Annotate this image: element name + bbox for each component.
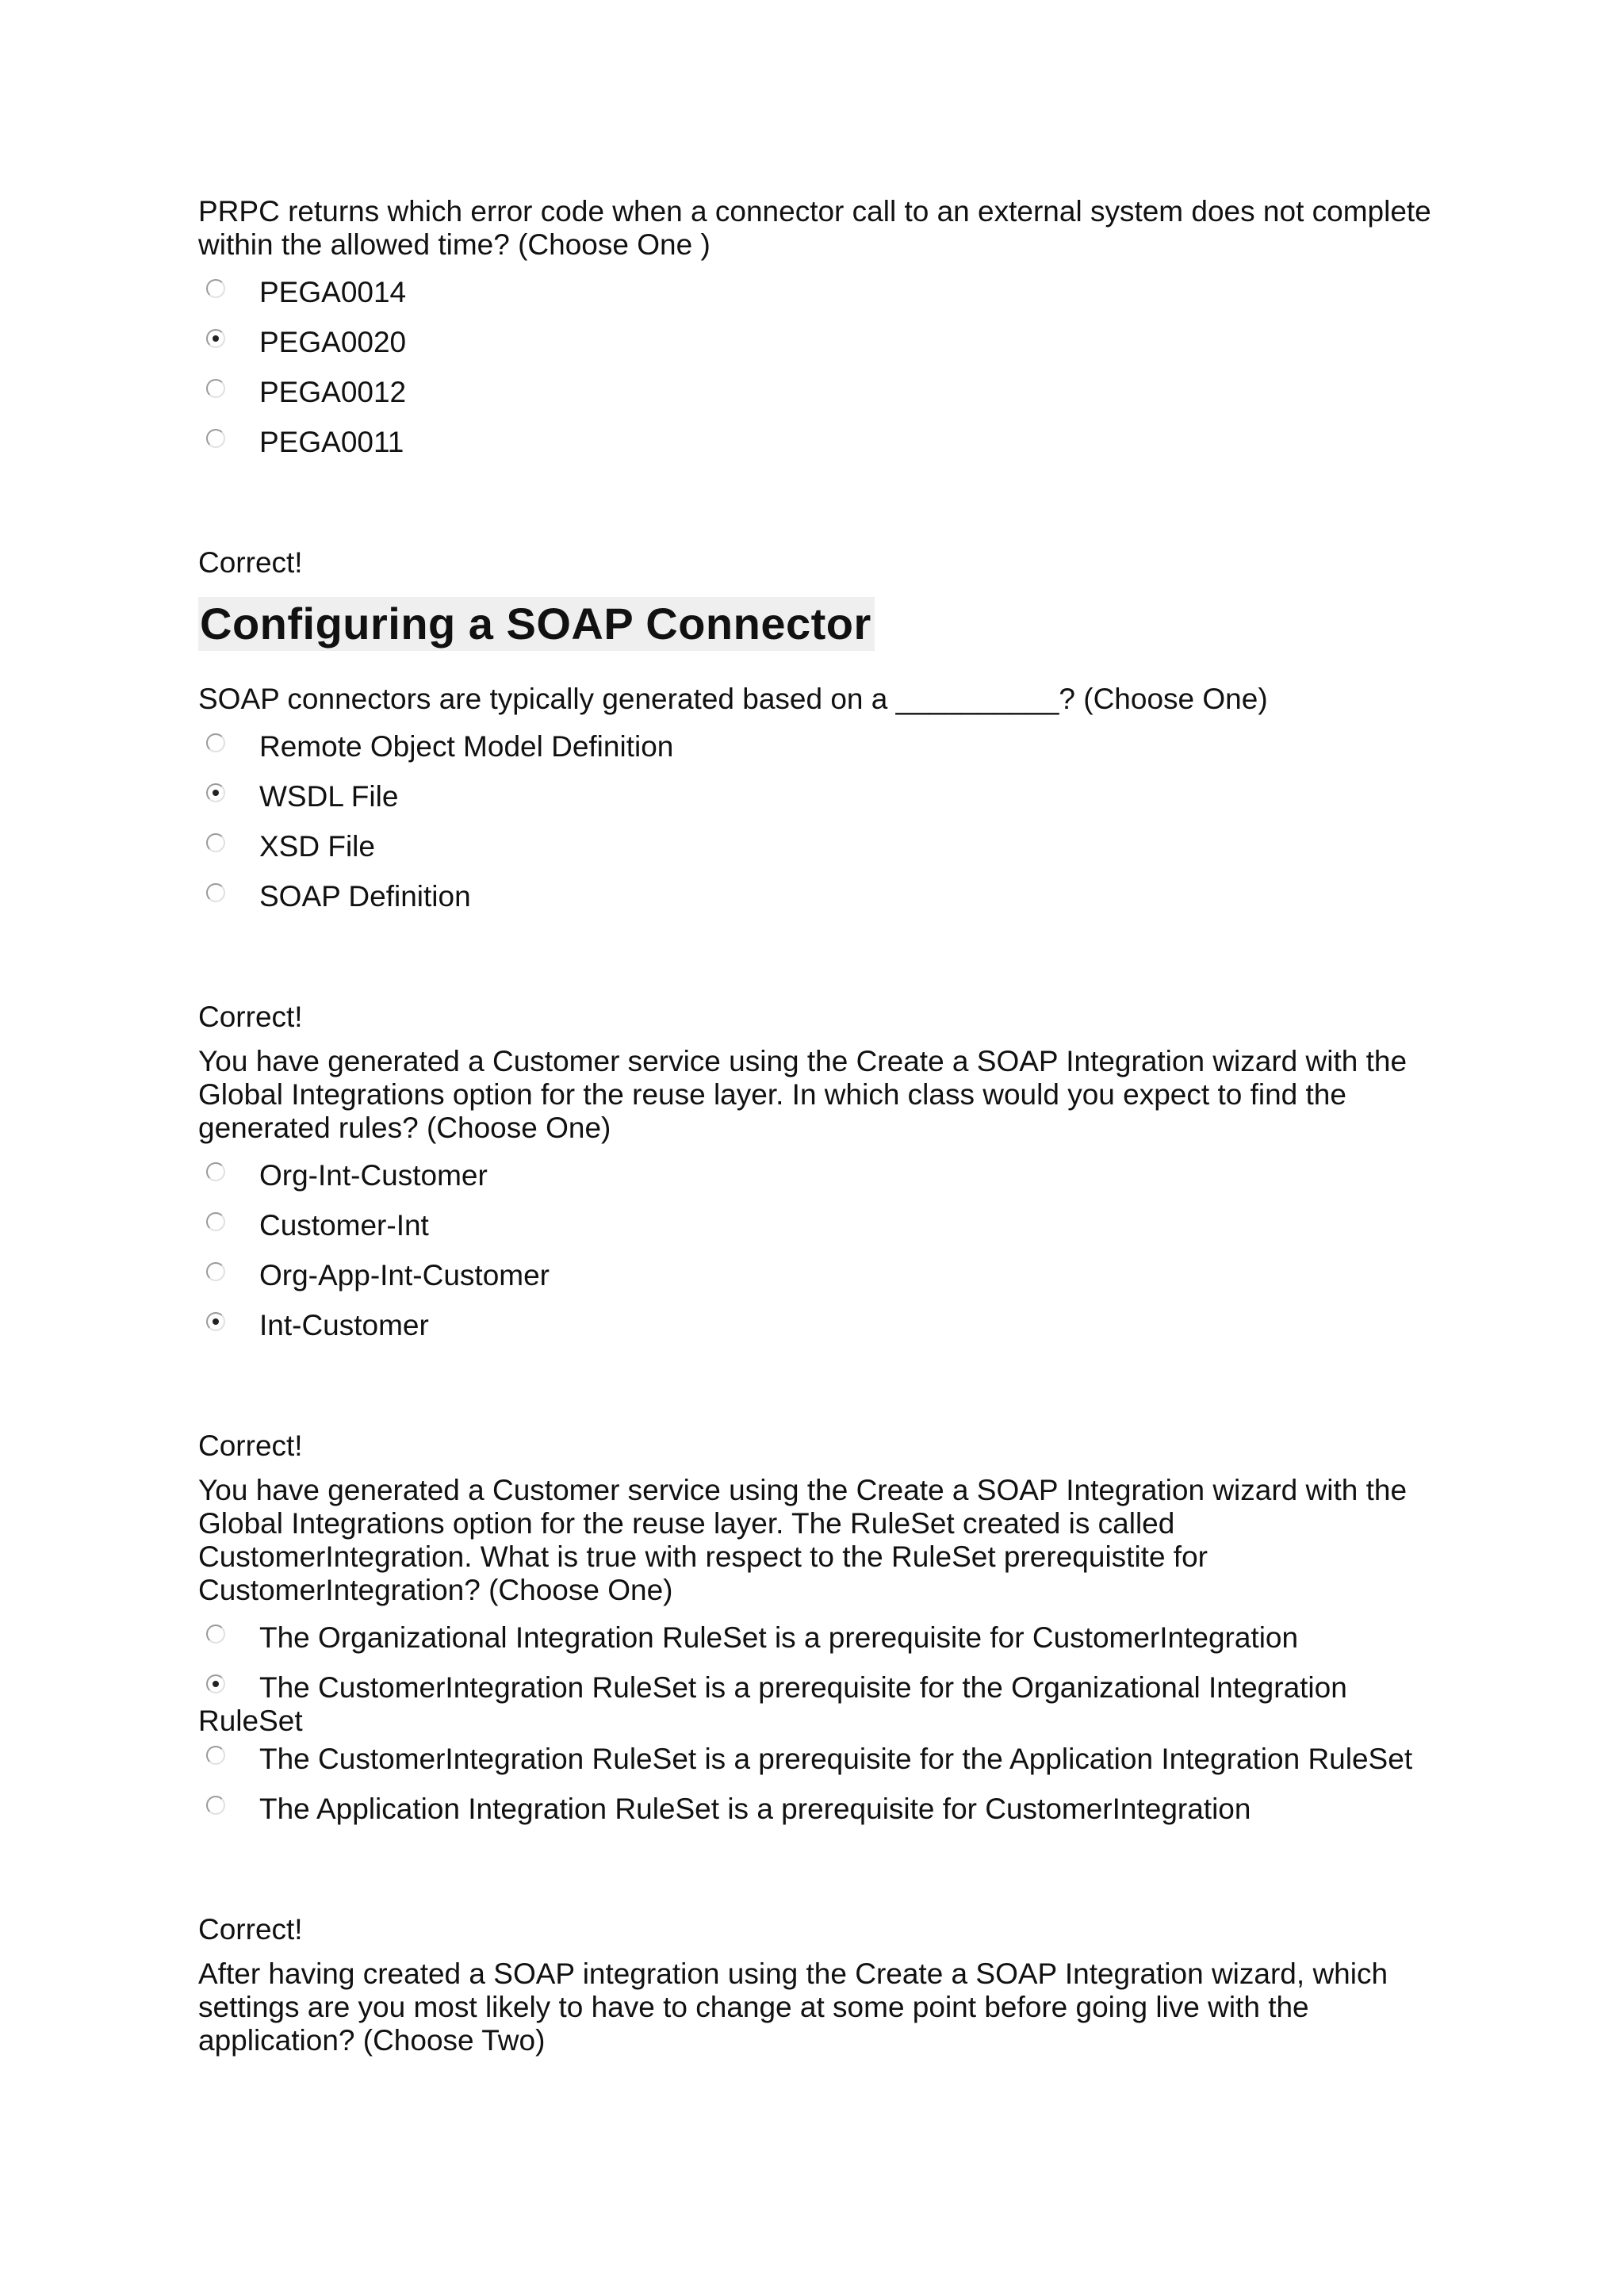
question-1-option[interactable] — [198, 426, 1451, 459]
radio-checked-icon[interactable] — [206, 783, 225, 802]
radio-unchecked-icon[interactable] — [206, 1796, 225, 1815]
question-3-options — [198, 1159, 1451, 1342]
question-2-feedback: Correct! — [198, 1001, 303, 1033]
question-3-option[interactable] — [198, 1309, 1451, 1342]
option-label: Int-Customer — [259, 1309, 429, 1341]
option-label: The CustomerIntegration RuleSet is a prerequisite for the Application Integration RuleSet — [259, 1743, 1413, 1775]
option-label: The Application Integration RuleSet is a prerequisite for CustomerIntegration — [259, 1793, 1251, 1825]
question-3-option[interactable] — [198, 1259, 1451, 1292]
radio-unchecked-icon[interactable] — [206, 1624, 225, 1644]
option-label: Remote Object Model Definition — [259, 730, 674, 763]
radio-unchecked-icon[interactable] — [206, 279, 225, 298]
option-label: The CustomerIntegration RuleSet is a prerequisite for the Organizational Integration RuleSet — [198, 1671, 1347, 1737]
radio-unchecked-icon[interactable] — [206, 833, 225, 852]
radio-unchecked-icon[interactable] — [206, 1162, 225, 1181]
question-4-feedback: Correct! — [198, 1913, 303, 1946]
question-4-option[interactable] — [198, 1793, 1451, 1826]
option-label: PEGA0014 — [259, 276, 407, 308]
question-2-option[interactable] — [198, 730, 1451, 763]
radio-unchecked-icon[interactable] — [206, 1262, 225, 1281]
radio-unchecked-icon[interactable] — [206, 1746, 225, 1765]
question-3-feedback: Correct! — [198, 1429, 303, 1462]
question-3-option[interactable] — [198, 1159, 1451, 1192]
option-label: Customer-Int — [259, 1209, 429, 1242]
radio-unchecked-icon[interactable] — [206, 883, 225, 902]
question-3-text: You have generated a Customer service using the Create a SOAP Integration wizard with the Global Integrations option for the reuse layer. In which class would you expect to find the generated rules? (Choose One) — [198, 1045, 1408, 1144]
question-1-feedback: Correct! — [198, 546, 303, 579]
radio-unchecked-icon[interactable] — [206, 379, 225, 398]
radio-unchecked-icon[interactable] — [206, 1212, 225, 1231]
question-1-text: PRPC returns which error code when a connector call to an external system does not complete within the allowed time? (Choose One ) — [198, 195, 1431, 261]
question-2-options — [198, 730, 1451, 913]
section-title: Configuring a SOAP Connector — [198, 597, 875, 651]
question-4-options — [198, 1621, 1451, 1826]
option-label: WSDL File — [259, 780, 399, 813]
question-2-option[interactable] — [198, 830, 1451, 863]
radio-checked-icon[interactable] — [206, 1312, 225, 1331]
document-page — [198, 195, 1451, 2057]
option-label: PEGA0011 — [259, 426, 404, 458]
question-3-option[interactable] — [198, 1209, 1451, 1242]
radio-unchecked-icon[interactable] — [206, 429, 225, 448]
option-label: Org-Int-Customer — [259, 1159, 488, 1192]
question-2-text: SOAP connectors are typically generated based on a __________? (Choose One) — [198, 683, 1268, 715]
question-1-options — [198, 276, 1451, 459]
question-4-option[interactable] — [198, 1671, 1451, 1738]
option-label: PEGA0012 — [259, 376, 407, 408]
question-5-text: After having created a SOAP integration using the Create a SOAP Integration wizard, which settings are you most likely to have to change at some point before going live with the application? (Choose Two) — [198, 1957, 1388, 2057]
question-1-option[interactable] — [198, 276, 1451, 309]
radio-checked-icon[interactable] — [206, 329, 225, 348]
radio-unchecked-icon[interactable] — [206, 733, 225, 752]
option-label: PEGA0020 — [259, 326, 407, 358]
option-label: The Organizational Integration RuleSet is a prerequisite for CustomerIntegration — [259, 1621, 1299, 1654]
question-2-option[interactable] — [198, 780, 1451, 813]
radio-checked-icon[interactable] — [206, 1674, 225, 1693]
question-4-option[interactable] — [198, 1743, 1451, 1776]
question-1-option[interactable] — [198, 326, 1451, 359]
option-label: SOAP Definition — [259, 880, 471, 913]
question-2-option[interactable] — [198, 880, 1451, 913]
question-4-text: You have generated a Customer service using the Create a SOAP Integration wizard with the Global Integrations option for the reuse layer. The RuleSet created is called CustomerIntegration. What is true with respect to the RuleSet prerequistite for CustomerIntegration? (Choose One) — [198, 1474, 1408, 1606]
question-1-option[interactable] — [198, 376, 1451, 409]
option-label: XSD File — [259, 830, 375, 863]
option-label: Org-App-Int-Customer — [259, 1259, 550, 1292]
question-4-option[interactable] — [198, 1621, 1451, 1655]
